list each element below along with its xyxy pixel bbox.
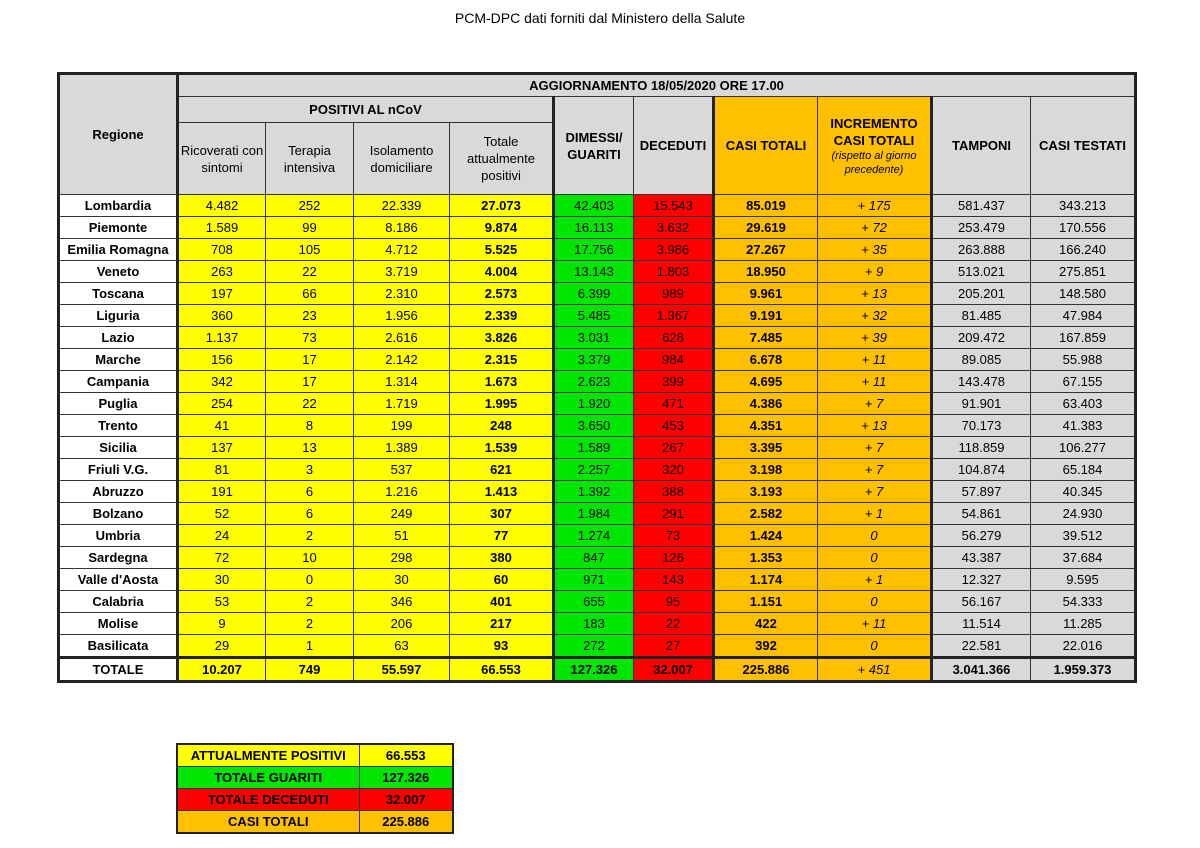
cell-iso: 4.712 <box>354 239 450 261</box>
cell-dec: 3.632 <box>634 217 714 239</box>
cell-test: 24.930 <box>1031 503 1136 525</box>
totale-positivi-header: Totale attualmente positivi <box>450 123 554 195</box>
table-row <box>59 569 1136 591</box>
positivi-group-header: POSITIVI AL nCoV <box>178 97 554 123</box>
cell-iso: 51 <box>354 525 450 547</box>
cell-ti: 1 <box>266 635 354 658</box>
deceduti-header: DECEDUTI <box>634 97 714 195</box>
cell-tot: 3.826 <box>450 327 554 349</box>
cell-iso: 199 <box>354 415 450 437</box>
cell-ti: 6 <box>266 481 354 503</box>
terapia-header: Terapia intensiva <box>266 123 354 195</box>
cell-inc: + 7 <box>818 481 932 503</box>
cell-tamp: 43.387 <box>932 547 1031 569</box>
cell-dim: 655 <box>554 591 634 613</box>
cell-ti: 6 <box>266 503 354 525</box>
covid-regional-table <box>57 72 1137 683</box>
cell-tot: 248 <box>450 415 554 437</box>
cell-casi: 4.351 <box>714 415 818 437</box>
cell-test: 55.988 <box>1031 349 1136 371</box>
cell-casi: 225.886 <box>714 658 818 682</box>
summary-table <box>176 743 454 834</box>
cell-dec: 399 <box>634 371 714 393</box>
cell-casi: 27.267 <box>714 239 818 261</box>
cell-region: Valle d'Aosta <box>59 569 178 591</box>
cell-ti: 17 <box>266 371 354 393</box>
cell-dim: 1.920 <box>554 393 634 415</box>
cell-ric: 360 <box>178 305 266 327</box>
cell-ti: 3 <box>266 459 354 481</box>
cell-tot: 1.673 <box>450 371 554 393</box>
table-row <box>59 261 1136 283</box>
cell-region: TOTALE <box>59 658 178 682</box>
cell-inc: + 7 <box>818 393 932 415</box>
table-row <box>59 305 1136 327</box>
table-row <box>59 635 1136 658</box>
cell-dec: 1.367 <box>634 305 714 327</box>
cell-iso: 3.719 <box>354 261 450 283</box>
cell-ric: 263 <box>178 261 266 283</box>
cell-ric: 53 <box>178 591 266 613</box>
cell-inc: + 11 <box>818 349 932 371</box>
table-row <box>59 349 1136 371</box>
cell-ti: 105 <box>266 239 354 261</box>
cell-tot: 77 <box>450 525 554 547</box>
cell-iso: 2.142 <box>354 349 450 371</box>
cell-tamp: 209.472 <box>932 327 1031 349</box>
cell-ti: 0 <box>266 569 354 591</box>
cell-tamp: 91.901 <box>932 393 1031 415</box>
summary-label: CASI TOTALI <box>177 811 359 834</box>
cell-inc: + 35 <box>818 239 932 261</box>
cell-tamp: 57.897 <box>932 481 1031 503</box>
cell-casi: 1.424 <box>714 525 818 547</box>
cell-casi: 392 <box>714 635 818 658</box>
cell-casi: 4.695 <box>714 371 818 393</box>
cell-casi: 1.151 <box>714 591 818 613</box>
summary-row <box>177 789 453 811</box>
cell-region: Bolzano <box>59 503 178 525</box>
cell-inc: + 13 <box>818 283 932 305</box>
cell-tot: 1.413 <box>450 481 554 503</box>
table-row <box>59 239 1136 261</box>
cell-casi: 9.191 <box>714 305 818 327</box>
summary-label: ATTUALMENTE POSITIVI <box>177 744 359 767</box>
cell-tamp: 3.041.366 <box>932 658 1031 682</box>
cell-ti: 99 <box>266 217 354 239</box>
cell-casi: 6.678 <box>714 349 818 371</box>
total-row <box>59 658 1136 682</box>
table-row <box>59 327 1136 349</box>
cell-test: 170.556 <box>1031 217 1136 239</box>
cell-ric: 1.137 <box>178 327 266 349</box>
table-row <box>59 283 1136 305</box>
cell-dec: 143 <box>634 569 714 591</box>
cell-test: 106.277 <box>1031 437 1136 459</box>
cell-iso: 30 <box>354 569 450 591</box>
cell-dec: 388 <box>634 481 714 503</box>
cell-inc: + 9 <box>818 261 932 283</box>
cell-dec: 267 <box>634 437 714 459</box>
table-row <box>59 459 1136 481</box>
cell-tamp: 81.485 <box>932 305 1031 327</box>
cell-dec: 22 <box>634 613 714 635</box>
cell-tot: 4.004 <box>450 261 554 283</box>
cell-test: 9.595 <box>1031 569 1136 591</box>
cell-tot: 2.573 <box>450 283 554 305</box>
cell-test: 65.184 <box>1031 459 1136 481</box>
cell-casi: 85.019 <box>714 195 818 217</box>
cell-region: Lazio <box>59 327 178 349</box>
table-row <box>59 371 1136 393</box>
cell-dec: 126 <box>634 547 714 569</box>
table-row <box>59 503 1136 525</box>
cell-test: 40.345 <box>1031 481 1136 503</box>
cell-ti: 17 <box>266 349 354 371</box>
cell-inc: + 1 <box>818 503 932 525</box>
summary-label: TOTALE GUARITI <box>177 767 359 789</box>
cell-ric: 254 <box>178 393 266 415</box>
document-caption: PCM-DPC dati forniti dal Ministero della Salute <box>454 10 746 26</box>
cell-tot: 307 <box>450 503 554 525</box>
cell-ti: 22 <box>266 261 354 283</box>
table-row <box>59 195 1136 217</box>
cell-iso: 1.389 <box>354 437 450 459</box>
cell-iso: 249 <box>354 503 450 525</box>
cell-tot: 2.315 <box>450 349 554 371</box>
cell-tamp: 54.861 <box>932 503 1031 525</box>
summary-value: 127.326 <box>359 767 453 789</box>
cell-ric: 342 <box>178 371 266 393</box>
cell-tot: 5.525 <box>450 239 554 261</box>
cell-iso: 55.597 <box>354 658 450 682</box>
cell-inc: 0 <box>818 591 932 613</box>
cell-test: 22.016 <box>1031 635 1136 658</box>
cell-region: Piemonte <box>59 217 178 239</box>
cell-iso: 1.956 <box>354 305 450 327</box>
cell-casi: 3.198 <box>714 459 818 481</box>
cell-dim: 3.379 <box>554 349 634 371</box>
cell-region: Abruzzo <box>59 481 178 503</box>
cell-iso: 1.719 <box>354 393 450 415</box>
cell-ric: 191 <box>178 481 266 503</box>
cell-inc: + 13 <box>818 415 932 437</box>
cell-region: Lombardia <box>59 195 178 217</box>
cell-region: Sicilia <box>59 437 178 459</box>
cell-inc: + 451 <box>818 658 932 682</box>
cell-dim: 1.589 <box>554 437 634 459</box>
summary-row <box>177 811 453 834</box>
cell-inc: + 32 <box>818 305 932 327</box>
cell-test: 47.984 <box>1031 305 1136 327</box>
cell-iso: 2.616 <box>354 327 450 349</box>
cell-tamp: 70.173 <box>932 415 1031 437</box>
cell-ric: 24 <box>178 525 266 547</box>
cell-ric: 156 <box>178 349 266 371</box>
cell-dec: 27 <box>634 635 714 658</box>
table-row <box>59 591 1136 613</box>
cell-tamp: 11.514 <box>932 613 1031 635</box>
cell-tot: 66.553 <box>450 658 554 682</box>
ricoverati-header: Ricoverati con sintomi <box>178 123 266 195</box>
cell-iso: 1.216 <box>354 481 450 503</box>
cell-dim: 13.143 <box>554 261 634 283</box>
cell-casi: 1.353 <box>714 547 818 569</box>
cell-dim: 17.756 <box>554 239 634 261</box>
cell-dim: 127.326 <box>554 658 634 682</box>
cell-test: 166.240 <box>1031 239 1136 261</box>
cell-ti: 22 <box>266 393 354 415</box>
cell-tamp: 12.327 <box>932 569 1031 591</box>
cell-casi: 4.386 <box>714 393 818 415</box>
cell-ric: 9 <box>178 613 266 635</box>
cell-region: Friuli V.G. <box>59 459 178 481</box>
cell-ti: 252 <box>266 195 354 217</box>
cell-ric: 4.482 <box>178 195 266 217</box>
cell-region: Liguria <box>59 305 178 327</box>
dimessi-header: DIMESSI/ GUARITI <box>554 97 634 195</box>
cell-tamp: 118.859 <box>932 437 1031 459</box>
cell-ti: 13 <box>266 437 354 459</box>
cell-dec: 73 <box>634 525 714 547</box>
cell-inc: + 39 <box>818 327 932 349</box>
cell-iso: 1.314 <box>354 371 450 393</box>
cell-iso: 537 <box>354 459 450 481</box>
tamponi-header: TAMPONI <box>932 97 1031 195</box>
cell-tamp: 22.581 <box>932 635 1031 658</box>
cell-tot: 93 <box>450 635 554 658</box>
summary-value: 32.007 <box>359 789 453 811</box>
cell-test: 343.213 <box>1031 195 1136 217</box>
cell-region: Basilicata <box>59 635 178 658</box>
cell-region: Emilia Romagna <box>59 239 178 261</box>
cell-dim: 971 <box>554 569 634 591</box>
cell-tamp: 253.479 <box>932 217 1031 239</box>
region-header: Regione <box>59 74 178 195</box>
summary-value: 66.553 <box>359 744 453 767</box>
cell-dec: 989 <box>634 283 714 305</box>
cell-casi: 2.582 <box>714 503 818 525</box>
cell-dim: 3.650 <box>554 415 634 437</box>
cell-tot: 1.539 <box>450 437 554 459</box>
table-row <box>59 437 1136 459</box>
summary-label: TOTALE DECEDUTI <box>177 789 359 811</box>
cell-inc: 0 <box>818 525 932 547</box>
cell-inc: 0 <box>818 547 932 569</box>
cell-ric: 29 <box>178 635 266 658</box>
cell-inc: + 7 <box>818 437 932 459</box>
cell-ric: 72 <box>178 547 266 569</box>
cell-inc: + 11 <box>818 371 932 393</box>
cell-ric: 30 <box>178 569 266 591</box>
isolamento-header: Isolamento domiciliare <box>354 123 450 195</box>
cell-ric: 41 <box>178 415 266 437</box>
cell-tot: 1.995 <box>450 393 554 415</box>
cell-dec: 15.543 <box>634 195 714 217</box>
cell-casi: 3.193 <box>714 481 818 503</box>
cell-inc: + 1 <box>818 569 932 591</box>
summary-row <box>177 744 453 767</box>
cell-casi: 18.950 <box>714 261 818 283</box>
table-row <box>59 415 1136 437</box>
incremento-header <box>818 97 932 195</box>
cell-tamp: 89.085 <box>932 349 1031 371</box>
cell-dim: 16.113 <box>554 217 634 239</box>
cell-ric: 1.589 <box>178 217 266 239</box>
cell-dec: 471 <box>634 393 714 415</box>
cell-tot: 60 <box>450 569 554 591</box>
incremento-note: (rispetto al giorno precedente) <box>831 149 917 176</box>
cell-ti: 2 <box>266 613 354 635</box>
cell-region: Umbria <box>59 525 178 547</box>
cell-casi: 422 <box>714 613 818 635</box>
cell-tamp: 56.279 <box>932 525 1031 547</box>
cell-inc: + 7 <box>818 459 932 481</box>
cell-dim: 3.031 <box>554 327 634 349</box>
cell-region: Marche <box>59 349 178 371</box>
casi-totali-header: CASI TOTALI <box>714 97 818 195</box>
update-banner: AGGIORNAMENTO 18/05/2020 ORE 17.00 <box>178 74 1136 97</box>
cell-test: 41.383 <box>1031 415 1136 437</box>
cell-casi: 29.619 <box>714 217 818 239</box>
cell-ric: 197 <box>178 283 266 305</box>
cell-dim: 183 <box>554 613 634 635</box>
cell-iso: 22.339 <box>354 195 450 217</box>
cell-region: Calabria <box>59 591 178 613</box>
table-row <box>59 393 1136 415</box>
cell-region: Trento <box>59 415 178 437</box>
incremento-title: INCREMENTO CASI TOTALI <box>830 115 918 148</box>
cell-dec: 628 <box>634 327 714 349</box>
cell-region: Sardegna <box>59 547 178 569</box>
cell-inc: + 11 <box>818 613 932 635</box>
cell-test: 275.851 <box>1031 261 1136 283</box>
cell-dim: 847 <box>554 547 634 569</box>
cell-ti: 2 <box>266 591 354 613</box>
cell-region: Puglia <box>59 393 178 415</box>
cell-iso: 298 <box>354 547 450 569</box>
cell-dim: 2.623 <box>554 371 634 393</box>
cell-tamp: 143.478 <box>932 371 1031 393</box>
cell-dim: 2.257 <box>554 459 634 481</box>
cell-ti: 2 <box>266 525 354 547</box>
cell-region: Campania <box>59 371 178 393</box>
cell-dec: 1.803 <box>634 261 714 283</box>
cell-tot: 27.073 <box>450 195 554 217</box>
cell-tot: 9.874 <box>450 217 554 239</box>
cell-ric: 10.207 <box>178 658 266 682</box>
table-row <box>59 481 1136 503</box>
cell-tot: 380 <box>450 547 554 569</box>
cell-dec: 453 <box>634 415 714 437</box>
cell-ti: 66 <box>266 283 354 305</box>
cell-iso: 8.186 <box>354 217 450 239</box>
table-row <box>59 547 1136 569</box>
cell-dec: 984 <box>634 349 714 371</box>
summary-value: 225.886 <box>359 811 453 834</box>
cell-dim: 42.403 <box>554 195 634 217</box>
summary-row <box>177 767 453 789</box>
table-row <box>59 525 1136 547</box>
cell-ric: 708 <box>178 239 266 261</box>
cell-dim: 5.485 <box>554 305 634 327</box>
cell-casi: 3.395 <box>714 437 818 459</box>
cell-ti: 10 <box>266 547 354 569</box>
cell-inc: + 72 <box>818 217 932 239</box>
cell-ti: 8 <box>266 415 354 437</box>
table-row <box>59 217 1136 239</box>
cell-test: 63.403 <box>1031 393 1136 415</box>
table-row <box>59 613 1136 635</box>
casi-testati-header: CASI TESTATI <box>1031 97 1136 195</box>
cell-tamp: 104.874 <box>932 459 1031 481</box>
cell-iso: 2.310 <box>354 283 450 305</box>
cell-iso: 206 <box>354 613 450 635</box>
cell-dec: 291 <box>634 503 714 525</box>
cell-dim: 1.274 <box>554 525 634 547</box>
cell-ric: 52 <box>178 503 266 525</box>
cell-dim: 6.399 <box>554 283 634 305</box>
cell-test: 37.684 <box>1031 547 1136 569</box>
cell-iso: 63 <box>354 635 450 658</box>
cell-tot: 621 <box>450 459 554 481</box>
cell-region: Veneto <box>59 261 178 283</box>
cell-test: 167.859 <box>1031 327 1136 349</box>
cell-casi: 7.485 <box>714 327 818 349</box>
cell-dec: 95 <box>634 591 714 613</box>
cell-ric: 137 <box>178 437 266 459</box>
cell-test: 39.512 <box>1031 525 1136 547</box>
cell-test: 1.959.373 <box>1031 658 1136 682</box>
cell-ti: 749 <box>266 658 354 682</box>
cell-region: Toscana <box>59 283 178 305</box>
summary-body <box>177 744 453 833</box>
cell-ti: 23 <box>266 305 354 327</box>
cell-tamp: 581.437 <box>932 195 1031 217</box>
cell-tamp: 205.201 <box>932 283 1031 305</box>
cell-tamp: 263.888 <box>932 239 1031 261</box>
cell-region: Molise <box>59 613 178 635</box>
table-body <box>59 195 1136 682</box>
cell-dec: 3.986 <box>634 239 714 261</box>
cell-tamp: 513.021 <box>932 261 1031 283</box>
cell-tamp: 56.167 <box>932 591 1031 613</box>
cell-tot: 217 <box>450 613 554 635</box>
cell-inc: 0 <box>818 635 932 658</box>
cell-tot: 2.339 <box>450 305 554 327</box>
cell-dec: 32.007 <box>634 658 714 682</box>
cell-dec: 320 <box>634 459 714 481</box>
cell-ric: 81 <box>178 459 266 481</box>
cell-dim: 272 <box>554 635 634 658</box>
cell-tot: 401 <box>450 591 554 613</box>
cell-test: 11.285 <box>1031 613 1136 635</box>
cell-test: 54.333 <box>1031 591 1136 613</box>
cell-test: 67.155 <box>1031 371 1136 393</box>
cell-casi: 1.174 <box>714 569 818 591</box>
cell-test: 148.580 <box>1031 283 1136 305</box>
cell-casi: 9.961 <box>714 283 818 305</box>
cell-dim: 1.392 <box>554 481 634 503</box>
cell-iso: 346 <box>354 591 450 613</box>
cell-inc: + 175 <box>818 195 932 217</box>
cell-dim: 1.984 <box>554 503 634 525</box>
cell-ti: 73 <box>266 327 354 349</box>
